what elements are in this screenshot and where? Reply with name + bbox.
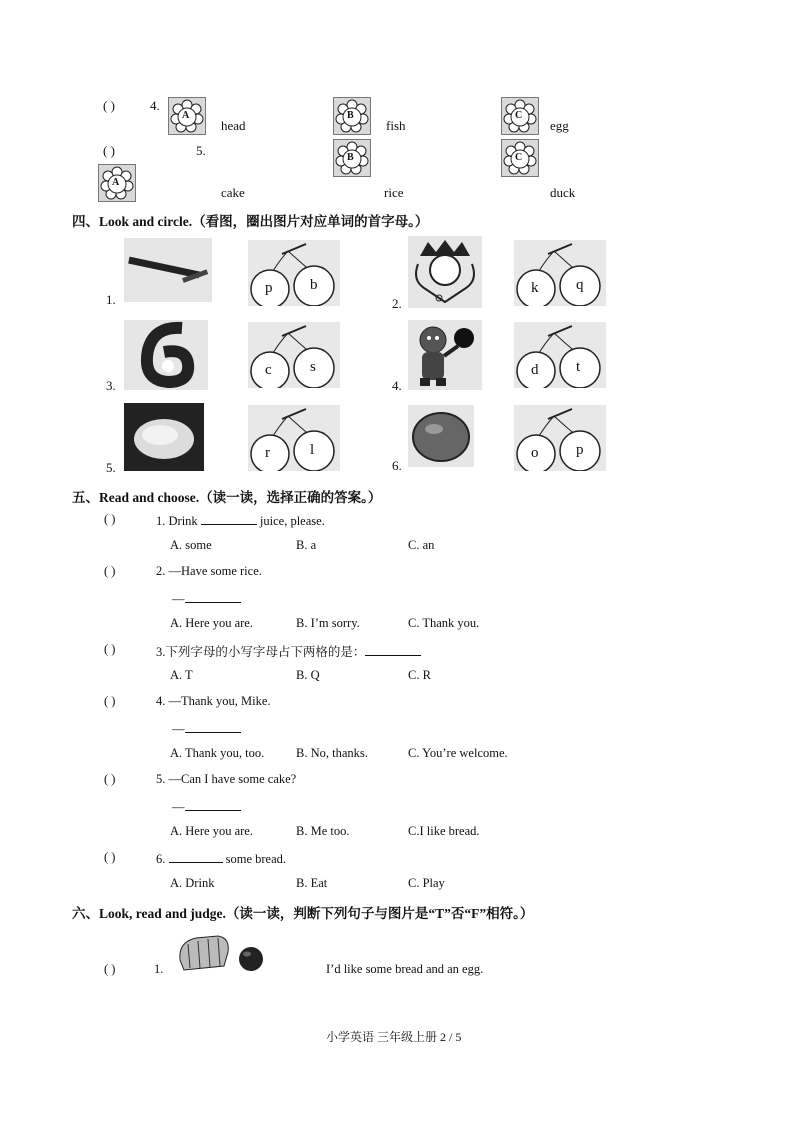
cherry-letter-left[interactable]: c <box>265 362 272 378</box>
item-number: 1. <box>106 292 116 307</box>
q4-word-b: fish <box>386 118 406 133</box>
q4-paren: ( ) <box>103 98 115 113</box>
q2-option-a[interactable]: A. Here you are. <box>170 616 253 630</box>
cherries-r-l <box>248 405 340 471</box>
cherry-icon <box>248 322 340 388</box>
cherries-k-q <box>514 240 606 306</box>
badge-letter: A <box>182 110 190 121</box>
q4-option-a[interactable]: A. Thank you, too. <box>170 746 265 760</box>
item-number: 5. <box>106 460 116 475</box>
cherry-letter-right[interactable]: q <box>576 277 584 293</box>
q5-word-c: duck <box>550 185 576 200</box>
q4-number: 4. <box>150 98 160 113</box>
cherry-icon <box>248 405 340 471</box>
cherry-letter-left[interactable]: r <box>265 445 270 461</box>
cherries-c-s <box>248 322 340 388</box>
tiger-icon <box>408 320 482 390</box>
item-number: 2. <box>392 296 402 311</box>
judge-q1-sentence: I’d like some bread and an egg. <box>326 962 484 976</box>
flower-badge-c-q5 <box>501 139 539 177</box>
cherries-o-p <box>514 405 606 471</box>
cherry-letter-left[interactable]: k <box>531 280 539 296</box>
q5-option-a[interactable]: A. Here you are. <box>170 824 253 838</box>
page-footer: 小学英语 三年级上册 2 / 5 <box>326 1030 462 1044</box>
q2-option-b[interactable]: B. I’m sorry. <box>296 616 360 630</box>
egg-icon <box>236 944 266 974</box>
badge-letter: B <box>347 110 354 121</box>
orange-icon <box>408 405 474 467</box>
flower-badge-a-q4 <box>168 97 206 135</box>
q5-stem: 5. —Can I have some cake? <box>156 772 297 786</box>
q2-option-c[interactable]: C. Thank you. <box>408 616 480 630</box>
cherry-letter-right[interactable]: t <box>576 359 581 375</box>
badge-letter: C <box>515 152 523 163</box>
q1-option-a[interactable]: A. some <box>170 538 212 552</box>
q6-option-a[interactable]: A. Drink <box>170 876 215 890</box>
section-6-title: 六、Look, read and judge.（读一读，判断下列句子与图片是“T”否“F”相符。） <box>72 906 534 921</box>
cherry-icon <box>514 405 606 471</box>
badge-letter: B <box>347 152 354 163</box>
q4-word-c: egg <box>550 118 569 133</box>
cherry-letter-left[interactable]: p <box>265 280 273 296</box>
judge-q1-paren[interactable]: ( ) <box>104 962 116 976</box>
q1-option-c[interactable]: C. an <box>408 538 435 552</box>
cherry-letter-left[interactable]: o <box>531 445 539 461</box>
q4-answer-line: — <box>172 720 241 737</box>
item-number: 6. <box>392 458 402 473</box>
q1-option-b[interactable]: B. a <box>296 538 317 552</box>
bread-icon <box>174 930 232 974</box>
section-4-title: 四、Look and circle.（看图，圈出图片对应单词的首字母。） <box>72 214 429 229</box>
cherry-letter-right[interactable]: p <box>576 442 584 458</box>
q3-option-a[interactable]: A. T <box>170 668 193 682</box>
q5-number: 5. <box>196 143 206 158</box>
cherry-icon <box>514 322 606 388</box>
flower-badge-c-q4 <box>501 97 539 135</box>
q6-stem: 6. some bread. <box>156 852 287 866</box>
q1-paren[interactable]: ( ) <box>104 512 116 526</box>
queen-icon <box>408 236 482 308</box>
q2-paren[interactable]: ( ) <box>104 564 116 578</box>
q3-option-b[interactable]: B. Q <box>296 668 320 682</box>
q5-paren[interactable]: ( ) <box>104 772 116 786</box>
cherry-letter-right[interactable]: l <box>310 442 315 458</box>
cherry-letter-right[interactable]: b <box>310 277 318 293</box>
cherry-icon <box>514 240 606 306</box>
q5-option-b[interactable]: B. Me too. <box>296 824 350 838</box>
flower-badge-b-q4 <box>333 97 371 135</box>
q1-stem: 1. Drink juice, please. <box>156 514 325 528</box>
q4-option-c[interactable]: C. You’re welcome. <box>408 746 508 760</box>
q3-stem: 3.下列字母的小写字母占下两格的是： <box>156 642 421 660</box>
q3-paren[interactable]: ( ) <box>104 642 116 656</box>
q2-answer-line: — <box>172 590 241 607</box>
rice-icon <box>124 403 204 471</box>
badge-letter: C <box>515 110 523 121</box>
cherry-icon <box>248 240 340 306</box>
q4-stem: 4. —Thank you, Mike. <box>156 694 271 708</box>
cherry-letter-right[interactable]: s <box>310 359 316 375</box>
q3-option-c[interactable]: C. R <box>408 668 431 682</box>
q5-option-c[interactable]: C.I like bread. <box>408 824 480 838</box>
q4-word-a: head <box>221 118 246 133</box>
q5-answer-line: — <box>172 798 241 815</box>
cherries-d-t <box>514 322 606 388</box>
q5-word-a: cake <box>221 185 245 200</box>
q4-option-b[interactable]: B. No, thanks. <box>296 746 368 760</box>
flower-badge-b-q5 <box>333 139 371 177</box>
q6-option-c[interactable]: C. Play <box>408 876 445 890</box>
badge-letter: A <box>112 177 120 188</box>
item-number: 3. <box>106 378 116 393</box>
item-number: 4. <box>392 378 402 393</box>
flower-badge-a-q5 <box>98 164 136 202</box>
q6-option-b[interactable]: B. Eat <box>296 876 328 890</box>
pen-icon <box>124 238 212 302</box>
q4-paren[interactable]: ( ) <box>104 694 116 708</box>
six-icon <box>124 320 208 390</box>
q2-stem: 2. —Have some rice. <box>156 564 262 578</box>
q6-paren[interactable]: ( ) <box>104 850 116 864</box>
q5-paren: ( ) <box>103 143 115 158</box>
judge-q1-number: 1. <box>154 962 164 976</box>
q5-word-b: rice <box>384 185 404 200</box>
section-5-title: 五、Read and choose.（读一读，选择正确的答案。） <box>72 490 382 505</box>
cherry-letter-left[interactable]: d <box>531 362 539 378</box>
cherries-p-b <box>248 240 340 306</box>
